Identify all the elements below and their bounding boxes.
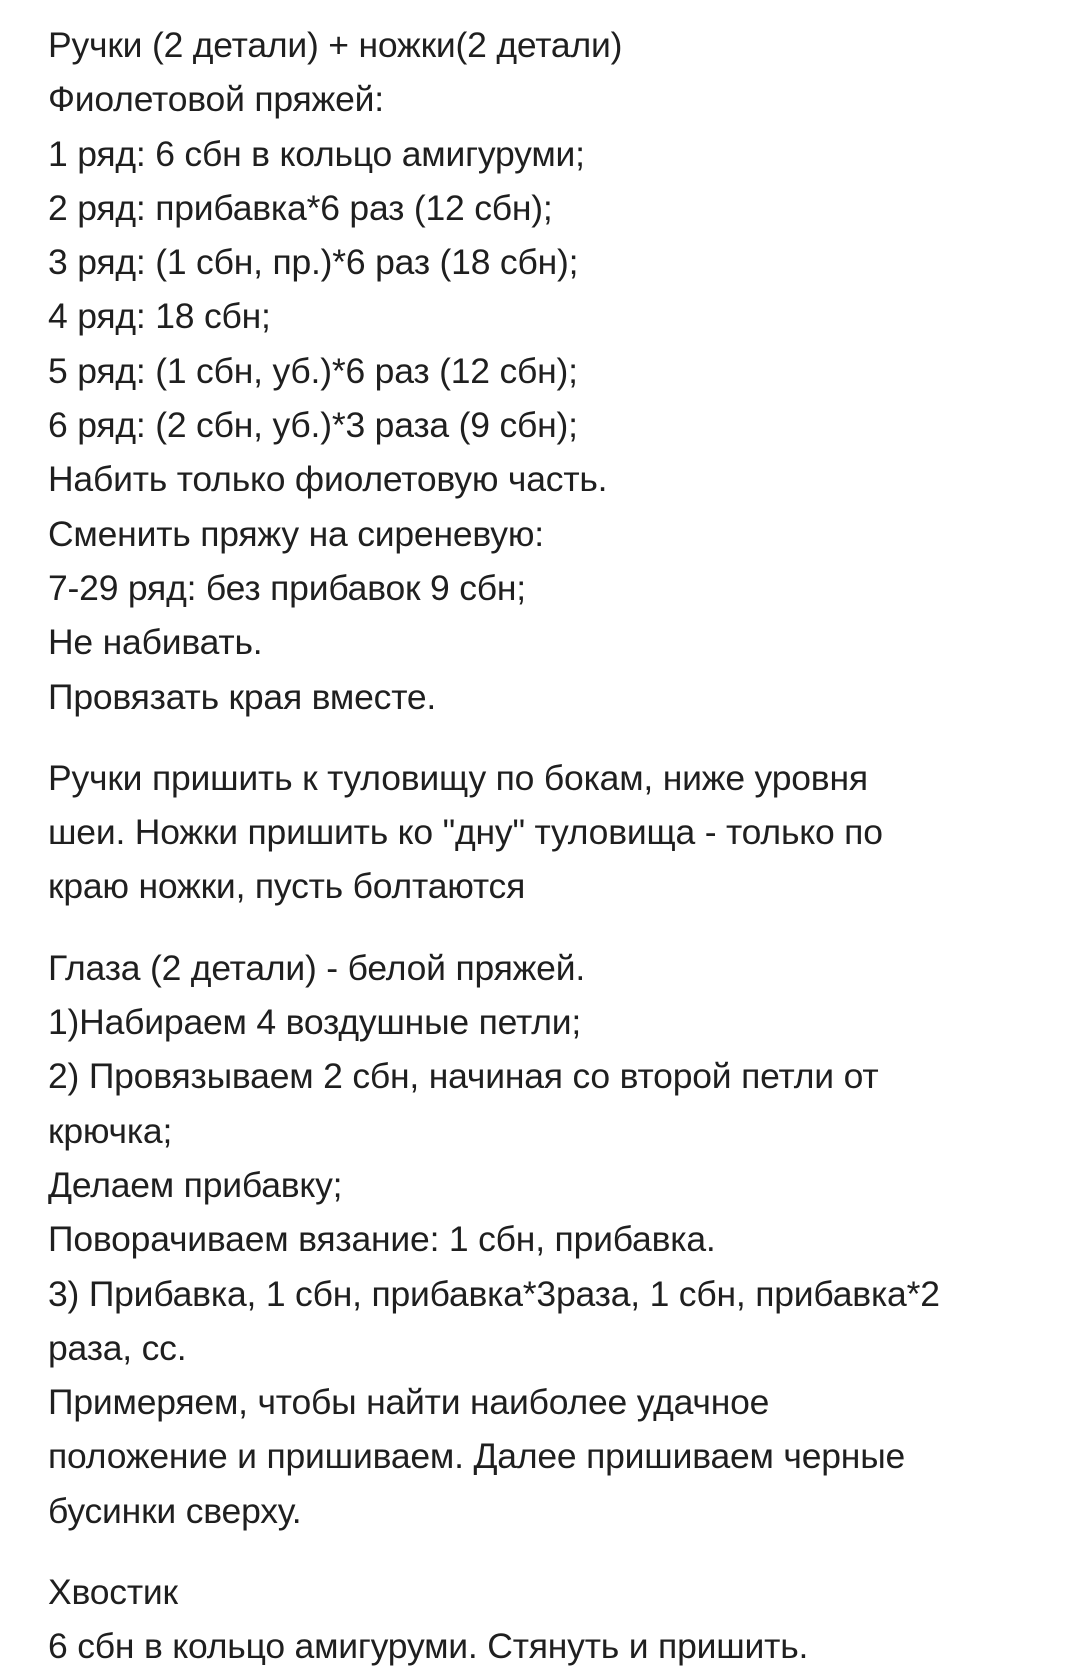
section-tail (48, 1565, 1048, 1674)
text-line: Глаза (2 детали) - белой пряжей. (48, 947, 586, 988)
text-line: Не набивать. (48, 622, 263, 663)
text-line: 1 ряд: 6 сбн в кольцо амигуруми; (48, 133, 585, 174)
text-line: 5 ряд: (1 сбн, уб.)*6 раз (12 сбн); (48, 350, 578, 391)
text-line: Провязать края вместе. (48, 676, 437, 717)
text-line: 6 ряд: (2 сбн, уб.)*3 раза (9 сбн); (48, 405, 578, 446)
text-line: 3 ряд: (1 сбн, пр.)*6 раз (18 сбн); (48, 242, 579, 283)
text-line: шеи. Ножки пришить ко "дну" туловища - только по (48, 812, 883, 853)
text-line: Набить только фиолетовую часть. (48, 459, 608, 500)
text-line: Фиолетовой пряжей: (48, 79, 384, 120)
text-line: Делаем прибавку; (48, 1164, 343, 1205)
section-eyes (48, 941, 1048, 1538)
text-line: 2 ряд: прибавка*6 раз (12 сбн); (48, 187, 553, 228)
text-line: 6 сбн в кольцо амигуруми. Стянуть и пришить. (48, 1626, 809, 1667)
text-line: Ручки (2 детали) + ножки(2 детали) (48, 25, 623, 65)
text-line: бусинки сверху. (48, 1490, 302, 1531)
section-sewing-instructions (48, 751, 1048, 914)
text-line: 2) Провязываем 2 сбн, начиная со второй петли от (48, 1056, 879, 1097)
text-line: Примеряем, чтобы найти наиболее удачное (48, 1382, 770, 1423)
text-line: положение и пришиваем. Далее пришиваем черные (48, 1436, 906, 1477)
text-line: 4 ряд: 18 сбн; (48, 296, 271, 337)
text-line: раза, сс. (48, 1327, 187, 1368)
text-line: 3) Прибавка, 1 сбн, прибавка*3раза, 1 сбн, прибавка*2 (48, 1273, 940, 1314)
text-line: 7-29 ряд: без прибавок 9 сбн; (48, 567, 526, 608)
text-line: Хвостик (48, 1572, 178, 1613)
section-arms-legs (48, 18, 1048, 724)
text-line: Ручки пришить к туловищу по бокам, ниже уровня (48, 757, 868, 798)
text-line: 1)Набираем 4 воздушные петли; (48, 1002, 582, 1043)
text-line: крючка; (48, 1110, 173, 1151)
text-line: Сменить пряжу на сиреневую: (48, 513, 544, 554)
document-text (48, 18, 1048, 1674)
text-line: краю ножки, пусть болтаются (48, 866, 526, 907)
text-line: Поворачиваем вязание: 1 сбн, прибавка. (48, 1219, 716, 1260)
